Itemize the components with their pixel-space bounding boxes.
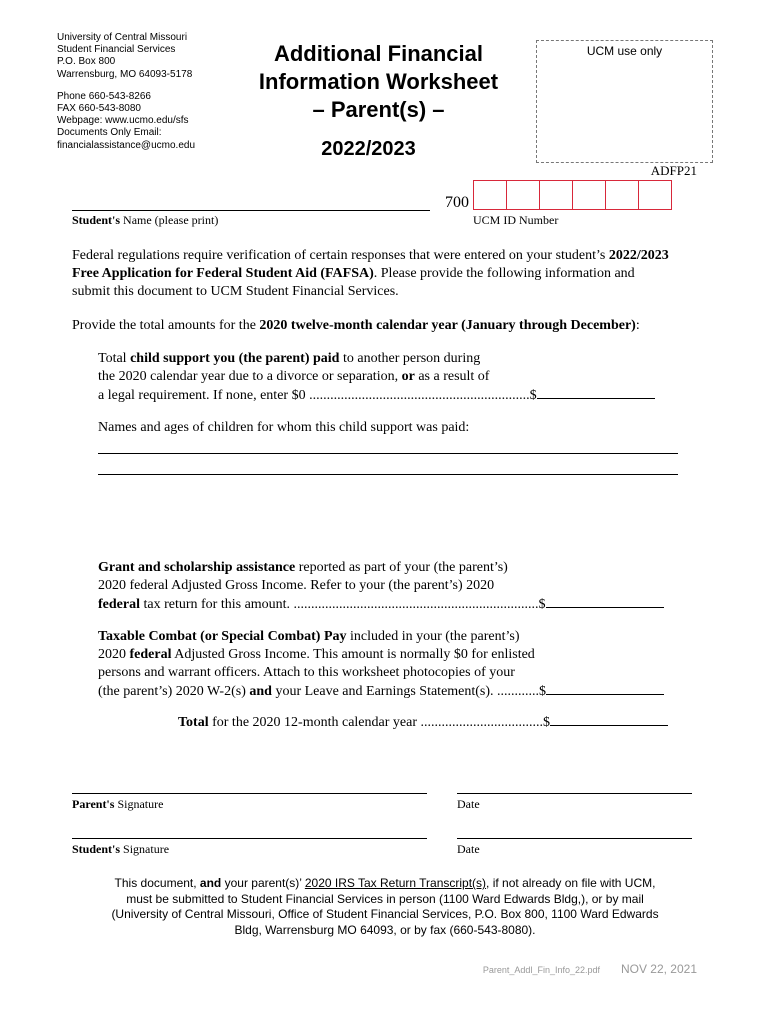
- award-year: 2022/2023: [321, 138, 416, 160]
- student-date-field[interactable]: [457, 838, 692, 839]
- form-code: ADFP21: [650, 163, 697, 178]
- address-line: P.O. Box 800: [57, 56, 116, 68]
- combat-pay-section: Taxable Combat (or Special Combat) Pay included in your (the parent’s) 2020 federal Adjusted Gross Income. This amount is normally $0 for enlisted persons and warrant officers. Attach to this worksheet photocopies of your (the parent’s) 2020 W-2(s) and your Leave and Earnings Statement(s). ............$: [98, 628, 723, 701]
- total-amount-field[interactable]: [550, 713, 668, 726]
- student-date-label: Date: [457, 842, 480, 856]
- file-name: Parent_Addl_Fin_Info_22.pdf: [482, 965, 600, 975]
- parent-date-label: Date: [457, 797, 480, 811]
- title-line: – Parent(s) –: [312, 97, 445, 122]
- children-names-label: Names and ages of children for whom this child support was paid:: [98, 420, 470, 435]
- contact-line: Webpage: www.ucmo.edu/sfs: [57, 115, 189, 127]
- children-names-field[interactable]: [98, 453, 678, 454]
- parent-signature-label: Parent's Signature: [72, 797, 164, 811]
- child-support-amount-field[interactable]: [537, 386, 655, 399]
- contact-line: FAX 660-543-8080: [57, 103, 141, 115]
- student-name-label: Student's Name (please print): [72, 213, 219, 227]
- title-line: Additional Financial: [273, 41, 483, 66]
- revision-date: NOV 22, 2021: [620, 962, 697, 976]
- student-signature-field[interactable]: [72, 838, 427, 839]
- total-line: Total for the 2020 12-month calendar year ...................................$: [178, 713, 770, 732]
- children-names-field[interactable]: [98, 474, 678, 475]
- provide-instruction: Provide the total amounts for the 2020 twelve-month calendar year (January through December):: [72, 318, 640, 333]
- parent-signature-field[interactable]: [72, 793, 427, 794]
- student-name-field[interactable]: [72, 210, 430, 211]
- intro-paragraph: Federal regulations require verification of certain responses that were entered on your student’s 2022/2023 Free Application for Federal Student Aid (FAFSA). Please provide the following information and submit this document to UCM Student Financial Services.: [72, 248, 669, 299]
- address-line: Student Financial Services: [57, 44, 176, 56]
- submission-instructions: This document, and your parent(s)’ 2020 IRS Tax Return Transcript(s), if not already on file with UCM, must be submitted to Student Financial Services in person (1100 Ward Edwards Bldg,), or by mail (University of Central Missouri, Office of Student Financial Services, P.O. Box 800, 1100 Ward Edwards Bldg, Warrensburg MO 64093, or by fax (660-543-8080).: [111, 876, 659, 937]
- grant-amount-field[interactable]: [546, 595, 664, 608]
- ucm-use-only-label: UCM use only: [586, 44, 663, 58]
- child-support-section: Total child support you (the parent) paid to another person during the 2020 calendar year due to a divorce or separation, or as a result of a legal requirement. If none, enter $0 ...............................................................$: [98, 350, 723, 405]
- combat-pay-amount-field[interactable]: [546, 682, 664, 695]
- address-line: Warrensburg, MO 64093-5178: [57, 68, 193, 80]
- document-title: [236, 40, 521, 124]
- id-digit-box[interactable]: [572, 180, 606, 210]
- contact-line: Phone 660-543-8266: [57, 90, 151, 102]
- ucm-use-only-box: [536, 40, 713, 163]
- ucm-id-label: UCM ID Number: [473, 213, 559, 227]
- id-digit-box[interactable]: [605, 180, 639, 210]
- id-digit-box[interactable]: [473, 180, 507, 210]
- address-block: [57, 32, 195, 152]
- parent-date-field[interactable]: [457, 793, 692, 794]
- id-digit-box[interactable]: [539, 180, 573, 210]
- student-signature-label: Student's Signature: [72, 842, 170, 856]
- id-prefix: 700: [445, 194, 469, 211]
- id-digit-box[interactable]: [506, 180, 540, 210]
- ucm-id-boxes: [473, 180, 672, 210]
- address-line: University of Central Missouri: [57, 32, 188, 43]
- contact-line: Documents Only Email:: [57, 127, 162, 139]
- id-digit-box[interactable]: [638, 180, 672, 210]
- contact-line: financialassistance@ucmo.edu: [57, 139, 196, 151]
- title-line: Information Worksheet: [258, 69, 499, 94]
- grant-section: Grant and scholarship assistance reported as part of your (the parent’s) 2020 federal Adjusted Gross Income. Refer to your (the parent’s) 2020 federal tax return for this amount. ......................................................................$: [98, 559, 723, 614]
